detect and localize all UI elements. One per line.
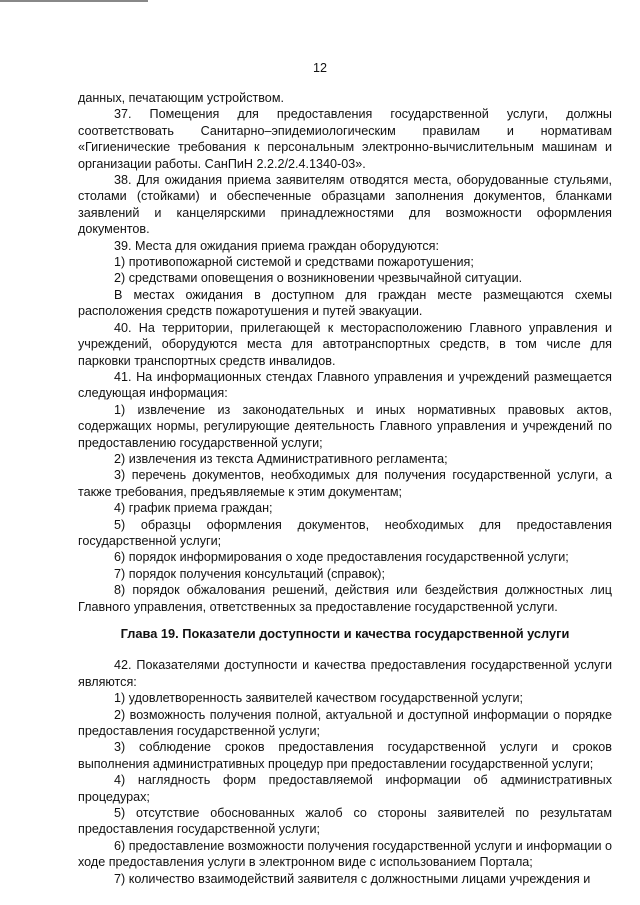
list-item: 8) порядок обжалования решений, действия или бездействия должностных лиц Главного управления, ответственных за предоставление государственной услуги. <box>78 583 612 614</box>
list-item: 1) противопожарной системой и средствами пожаротушения; <box>114 255 474 270</box>
page-number: 12 <box>312 61 327 75</box>
chapter-heading: Глава 19. Показатели доступности и качества государственной услуги <box>120 626 570 641</box>
paragraph: данных, печатающим устройством. <box>78 91 284 105</box>
list-item: 6) предоставление возможности получения государственной услуги и информации о ходе предоставления услуги в электронном виде с использованием Портала; <box>78 838 613 870</box>
paragraph-40: 40. На территории, прилегающей к месторасположению Главного управления и учреждений, оборудуются места для автотранспортных средств, в том числе для парковки транспортных средств инвалидов. <box>78 320 612 368</box>
list-item: 7) количество взаимодействий заявителя с должностными лицами учреждения и <box>114 871 591 886</box>
list-item: 3) соблюдение сроков предоставления государственной услуги и сроков выполнения административных процедур при предоставлении государственной услуги; <box>78 740 612 771</box>
paragraph-42: 42. Показателями доступности и качества предоставления государственной услуги являются: <box>78 658 612 689</box>
list-item: 4) наглядность форм предоставляемой информации об административных процедурах; <box>78 773 612 804</box>
paragraph-39: 39. Места для ожидания приема граждан оборудуются: <box>114 238 439 253</box>
list-item: 6) порядок информирования о ходе предоставления государственной услуги; <box>114 550 569 565</box>
list-item: 4) график приема граждан; <box>114 501 273 516</box>
document-body <box>78 90 612 887</box>
scan-edge-line <box>0 0 148 2</box>
list-item: 3) перечень документов, необходимых для получения государственной услуги, а также требования, предъявляемые к этим документам; <box>78 468 612 499</box>
paragraph-38: 38. Для ожидания приема заявителям отводятся места, оборудованные стульями, столами (стойками) и обеспеченные образцами заполнения документов, бланками заявлений и канцелярскими принадлежностями для возможности оформления документов. <box>78 173 612 237</box>
list-item: 1) удовлетворенность заявителей качеством государственной услуги; <box>114 691 524 706</box>
list-item: 7) порядок получения консультаций (справок); <box>114 566 385 581</box>
paragraph: В местах ожидания в доступном для граждан месте размещаются схемы расположения средств пожаротушения и путей эвакуации. <box>78 287 612 319</box>
paragraph-37: 37. Помещения для предоставления государственной услуги, должны соответствовать Санитарно–эпидемиологическим правилам и нормативам «Гигиенические требования к персональным электронно-вычислительным машинам и организации работы. СанПиН 2.2.2/2.4.1340-03». <box>78 107 612 171</box>
list-item: 1) извлечение из законодательных и иных нормативных правовых актов, содержащих нормы, регулирующие деятельность Главного управления и учреждений по предоставлению государственной услуги; <box>78 402 612 450</box>
paragraph-41: 41. На информационных стендах Главного управления и учреждений размещается следующая информация: <box>78 369 612 401</box>
list-item: 2) средствами оповещения о возникновении чрезвычайной ситуации. <box>114 271 523 286</box>
list-item: 5) образцы оформления документов, необходимых для предоставления государственной услуги; <box>78 517 612 548</box>
list-item: 5) отсутствие обоснованных жалоб со стороны заявителей по результатам предоставления государственной услуги; <box>78 806 612 837</box>
list-item: 2) возможность получения полной, актуальной и доступной информации о порядке предоставления государственной услуги; <box>78 707 612 739</box>
list-item: 2) извлечения из текста Административного регламента; <box>114 451 448 466</box>
